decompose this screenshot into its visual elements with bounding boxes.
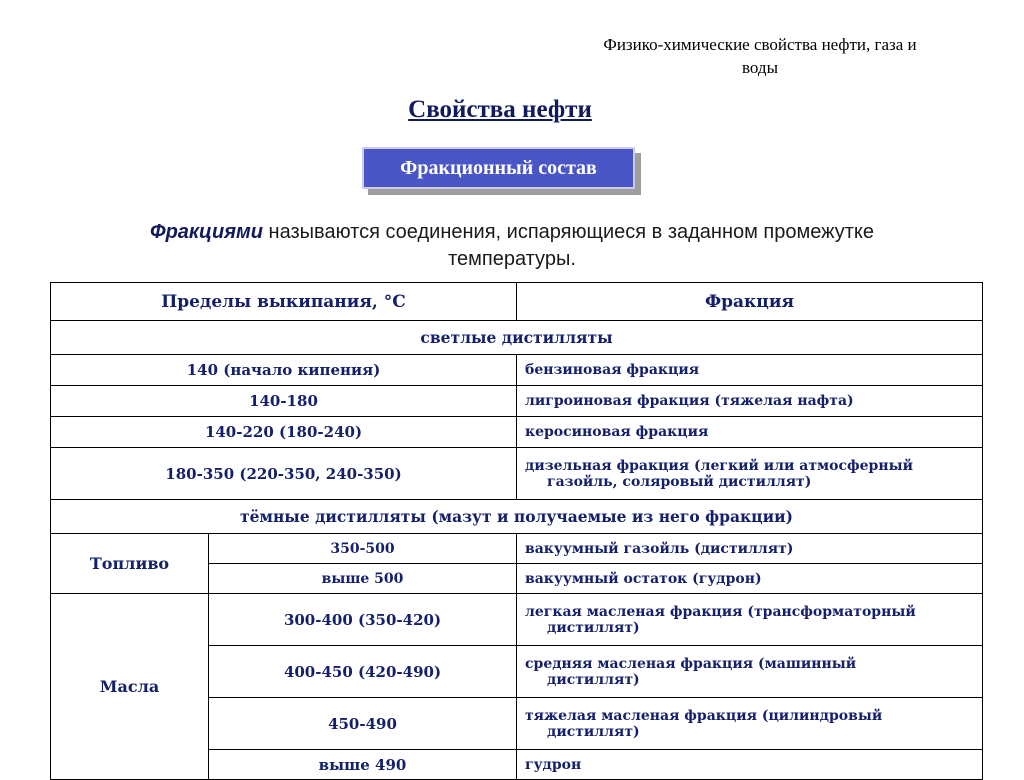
fraction-line-1: средняя масленая фракция (машинный: [525, 655, 857, 672]
header-boiling-range: Пределы выкипания, °С: [51, 283, 517, 321]
header-fraction: Фракция: [517, 283, 983, 321]
oils-label: Масла: [51, 594, 209, 780]
dark-group-row: [51, 500, 983, 534]
table-row: [51, 355, 983, 386]
table-header-row: [51, 283, 983, 321]
light-group-label: светлые дистилляты: [51, 321, 983, 355]
range-cell: выше 490: [209, 750, 517, 780]
slide-header: [560, 33, 960, 79]
range-cell: 140-220 (180-240): [51, 417, 517, 448]
table-row: [51, 534, 983, 564]
range-cell: 450-490: [209, 698, 517, 750]
range-cell: 350-500: [209, 534, 517, 564]
fraction-cell: лигроиновая фракция (тяжелая нафта): [517, 386, 983, 417]
table-row: [51, 448, 983, 500]
range-cell: 400-450 (420-490): [209, 646, 517, 698]
fuel-label: Топливо: [51, 534, 209, 594]
page-title: Свойства нефти: [408, 96, 592, 123]
fraction-cell: керосиновая фракция: [517, 417, 983, 448]
fraction-cell: [517, 448, 983, 500]
definition-term: Фракциями: [149, 221, 263, 243]
section-badge: [362, 147, 635, 189]
fraction-line-1: дизельная фракция (легкий или атмосферный: [525, 457, 914, 474]
fraction-cell: вакуумный остаток (гудрон): [517, 564, 983, 594]
fraction-cell: гудрон: [517, 750, 983, 780]
table-row: [51, 386, 983, 417]
fractions-table: [50, 282, 983, 780]
light-group-row: [51, 321, 983, 355]
section-badge-label: Фракционный состав: [400, 156, 597, 179]
fraction-line-2: дистиллят): [547, 619, 640, 636]
fraction-cell: вакуумный газойль (дистиллят): [517, 534, 983, 564]
fraction-cell: [517, 698, 983, 750]
header-line-2: воды: [742, 58, 778, 77]
fraction-line-1: тяжелая масленая фракция (цилиндровый: [525, 707, 883, 724]
dark-group-label: тёмные дистилляты (мазут и получаемые из него фракции): [51, 500, 983, 534]
range-cell: выше 500: [209, 564, 517, 594]
table-row: [51, 417, 983, 448]
definition-line-2: температуры.: [448, 248, 576, 270]
range-cell: 180-350 (220-350, 240-350): [51, 448, 517, 500]
header-line-1: Физико-химические свойства нефти, газа и: [603, 35, 917, 54]
range-cell: 300-400 (350-420): [209, 594, 517, 646]
range-cell: 140-180: [51, 386, 517, 417]
range-cell: 140 (начало кипения): [51, 355, 517, 386]
definition-text: [40, 219, 984, 273]
fraction-line-2: газойль, соляровый дистиллят): [547, 473, 812, 490]
fraction-cell: бензиновая фракция: [517, 355, 983, 386]
definition-rest: называются соединения, испаряющиеся в заданном промежутке: [263, 221, 875, 243]
fraction-line-2: дистиллят): [547, 723, 640, 740]
table-row: [51, 594, 983, 646]
fraction-line-1: легкая масленая фракция (трансформаторный: [525, 603, 916, 620]
fraction-cell: [517, 594, 983, 646]
fraction-cell: [517, 646, 983, 698]
fraction-line-2: дистиллят): [547, 671, 640, 688]
